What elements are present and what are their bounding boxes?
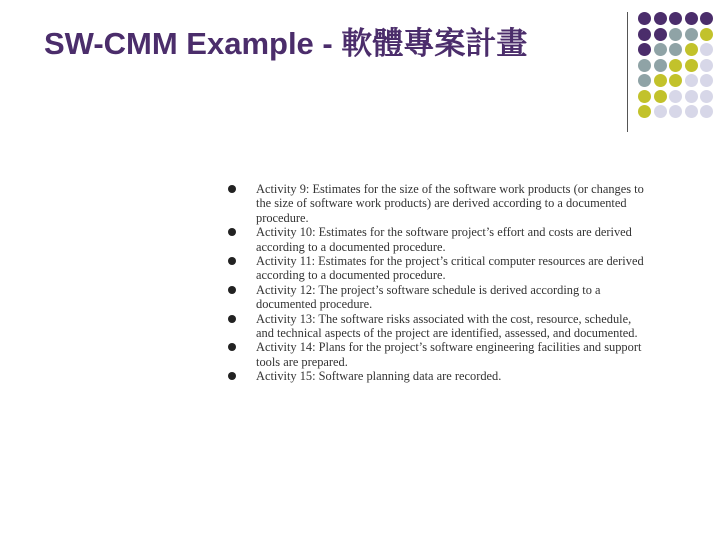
decorative-dot [669,105,682,118]
activity-text: Activity 11: Estimates for the project’s critical computer resources are derived according to a documented procedure. [256,254,644,283]
decorative-dot [654,12,667,25]
decorative-dot [669,43,682,56]
bullet-dot-icon [228,286,236,294]
decorative-dot [700,59,713,72]
decorative-dot [638,43,651,56]
decorative-dot [654,43,667,56]
decorative-dot [685,90,698,103]
decorative-dot [700,12,713,25]
decorative-dot [638,12,651,25]
decorative-dot [669,28,682,41]
activity-item [228,182,648,225]
activity-text: Activity 12: The project’s software schedule is derived according to a documented procedure. [256,282,601,312]
activity-text: Activity 10: Estimates for the software project’s effort and costs are derived according to a documented procedure. [256,225,632,254]
decorative-dot [654,28,667,41]
decorative-dot-grid [638,12,718,122]
activity-item [228,369,648,383]
decorative-dot [654,105,667,118]
bullet-dot-icon [228,228,236,236]
activity-list [228,182,648,384]
decorative-dot [669,59,682,72]
decorative-dot [685,28,698,41]
decorative-dot [638,59,651,72]
decorative-dot [700,90,713,103]
decorative-dot [638,28,651,41]
slide-title: SW-CMM Example - 軟體專案計畫 [44,26,528,61]
bullet-dot-icon [228,372,236,380]
decorative-dot [685,74,698,87]
decorative-dot [700,43,713,56]
activity-item [228,312,648,341]
decorative-dot [685,59,698,72]
decorative-dot [669,90,682,103]
decorative-dot [654,90,667,103]
activity-text: Activity 15: Software planning data are recorded. [256,369,502,384]
decorative-dot [685,105,698,118]
activity-text: Activity 9: Estimates for the size of the software work products (or changes to the size of software work products) are derived according to a documented procedure. [256,182,644,225]
decorative-dot [700,105,713,118]
activity-item [228,254,648,283]
decorative-dot [669,74,682,87]
decorative-dot [638,90,651,103]
activity-text: Activity 14: Plans for the project’s software engineering facilities and support tools are prepared. [256,340,642,369]
activity-item [228,340,648,369]
decorative-dot [669,12,682,25]
bullet-dot-icon [228,257,236,265]
decorative-dot [638,74,651,87]
activity-text: Activity 13: The software risks associated with the cost, resource, schedule, and technical aspects of the project are identified, assessed, and documented. [256,311,638,341]
decorative-dot [638,105,651,118]
bullet-dot-icon [228,185,236,193]
decorative-dot [685,43,698,56]
decorative-dot [654,74,667,87]
vertical-divider [627,12,628,132]
activity-item [228,283,648,312]
activity-item [228,225,648,254]
bullet-dot-icon [228,343,236,351]
decorative-dot [700,28,713,41]
decorative-dot [685,12,698,25]
decorative-dot [700,74,713,87]
bullet-dot-icon [228,315,236,323]
decorative-dot [654,59,667,72]
